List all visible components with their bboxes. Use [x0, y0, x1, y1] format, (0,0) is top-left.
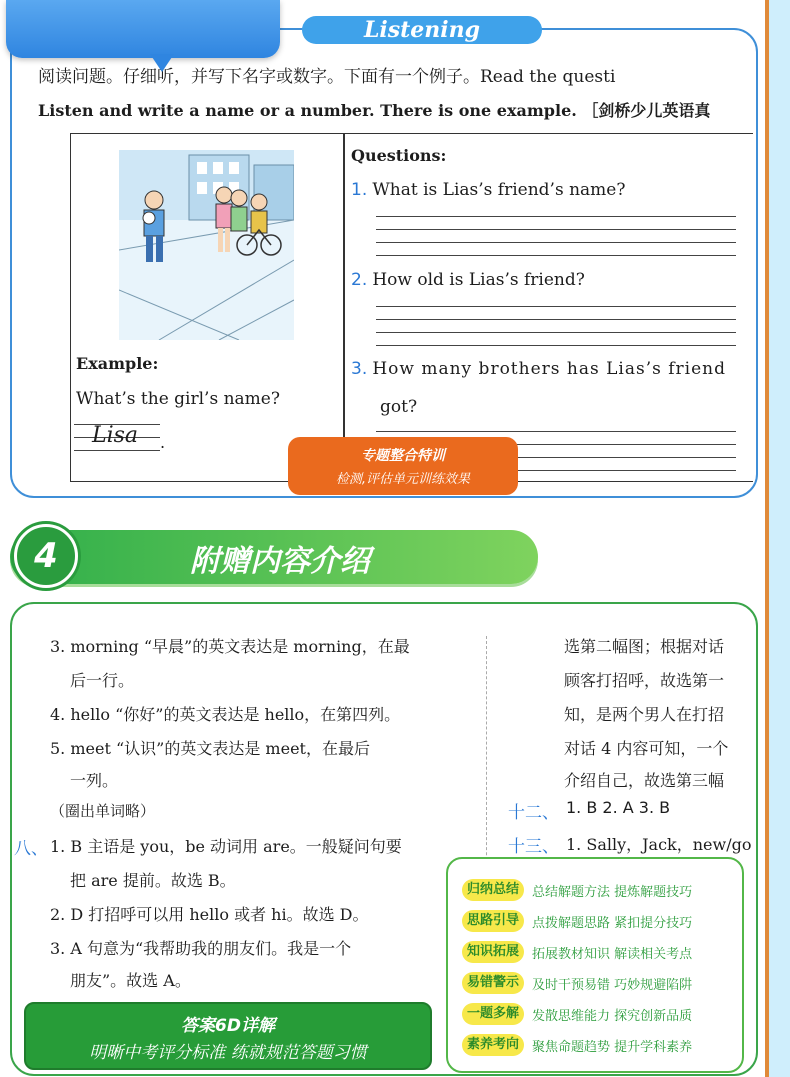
- section-8-label: 八、: [14, 839, 48, 859]
- answer-line: [376, 332, 736, 333]
- answer-13: 1. Sally，Jack，new/go: [566, 835, 752, 854]
- answer-3-line2: 后一行。: [70, 671, 135, 690]
- instruction-cn: 阅读问题。仔细听，并写下名字或数字。下面有一个例子。Read the questi: [38, 67, 616, 87]
- answer-5-line2: 一列。: [70, 771, 119, 790]
- answer-right-line5: 介绍自己，故选第三幅: [564, 771, 725, 790]
- answer-right-line4: 对话 4 内容可知，一个: [564, 739, 729, 758]
- answer-right-line3: 知，是两个男人在打招: [564, 705, 725, 724]
- answer-line: [376, 229, 736, 230]
- speech-bubble: [6, 0, 280, 58]
- badge-subtitle: 明晰中考评分标准 练就规范答题习惯: [89, 1043, 367, 1063]
- answer-line: [376, 319, 736, 320]
- promo-title: 专题整合特训: [361, 448, 445, 464]
- answer-3-line1: 3. morning “早晨”的英文表达是 morning，在最: [50, 637, 410, 656]
- feature-item: 知识拓展 拓展教材知识 解读相关考点: [462, 941, 692, 963]
- feature-item: 思路引导 点拨解题思路 紧扣提分技巧: [462, 910, 692, 932]
- table-divider: [343, 133, 345, 480]
- answer-right-line2: 顾客打招呼，故选第一: [564, 671, 725, 690]
- question-1: 1. What is Lias’s friend’s name?: [351, 180, 626, 200]
- answer-8-3-line2: 朋友”。故选 A。: [70, 971, 191, 990]
- section-12-label: 十二、: [508, 803, 559, 823]
- section-13-label: 十三、: [508, 837, 559, 857]
- answer-8-2: 2. D 打招呼可以用 hello 或者 hi。故选 D。: [50, 905, 369, 924]
- answer-line: [376, 216, 736, 217]
- section-number: 4: [14, 524, 78, 588]
- feature-item: 易错警示 及时干预易错 巧妙规避陷阱: [462, 972, 692, 994]
- example-guide-line: [74, 450, 160, 451]
- example-question: What’s the girl’s name?: [76, 389, 280, 409]
- street-scene-illustration: [119, 150, 294, 340]
- badge-title: 答案6D详解: [181, 1016, 275, 1036]
- section-title: 附赠内容介绍: [190, 544, 370, 579]
- answer-detail-badge: [24, 1002, 432, 1070]
- promo-subtitle: 检测,评估单元训练效果: [335, 472, 471, 487]
- question-2: 2. How old is Lias’s friend?: [351, 270, 585, 290]
- feature-list-box: [446, 857, 744, 1073]
- example-period: .: [160, 433, 166, 452]
- answer-line: [376, 242, 736, 243]
- question-3-cont: got?: [380, 397, 418, 417]
- right-edge-line: [765, 0, 769, 1077]
- promo-tag: [288, 437, 518, 495]
- answer-right-line1: 选第二幅图；根据对话: [564, 637, 725, 656]
- question-3: 3. How many brothers has Lias’s friend: [351, 359, 726, 379]
- example-label: Example:: [76, 354, 159, 373]
- answer-5-line1: 5. meet “认识”的英文表达是 meet，在最后: [50, 739, 370, 758]
- speech-bubble-tail: [150, 54, 174, 72]
- example-answer: Lisa: [92, 423, 139, 448]
- listening-tab: Listening: [302, 16, 542, 44]
- answer-8-1-line1: 1. B 主语是 you，be 动词用 are。一般疑问句要: [50, 837, 402, 856]
- feature-item: 一题多解 发散思维能力 探究创新品质: [462, 1003, 692, 1025]
- answer-line: [376, 345, 736, 346]
- questions-label: Questions:: [351, 146, 447, 165]
- answer-8-3-line1: 3. A 句意为“我帮助我的朋友们。我是一个: [50, 939, 352, 958]
- answer-4: 4. hello “你好”的英文表达是 hello，在第四列。: [50, 705, 401, 724]
- answer-line: [376, 306, 736, 307]
- answer-line: [376, 431, 736, 432]
- answer-12: 1. B 2. A 3. B: [566, 798, 671, 817]
- feature-item: 素养考向 聚焦命题趋势 提升学科素养: [462, 1034, 692, 1056]
- instruction-en: Listen and write a name or a number. There is one example. ［剑桥少儿英语真: [38, 101, 711, 120]
- answer-note: （圈出单词略）: [50, 802, 156, 820]
- answer-line: [376, 255, 736, 256]
- answer-8-1-line2: 把 are 提前。故选 B。: [70, 871, 236, 890]
- feature-item: 归纳总结 总结解题方法 提炼解题技巧: [462, 879, 692, 901]
